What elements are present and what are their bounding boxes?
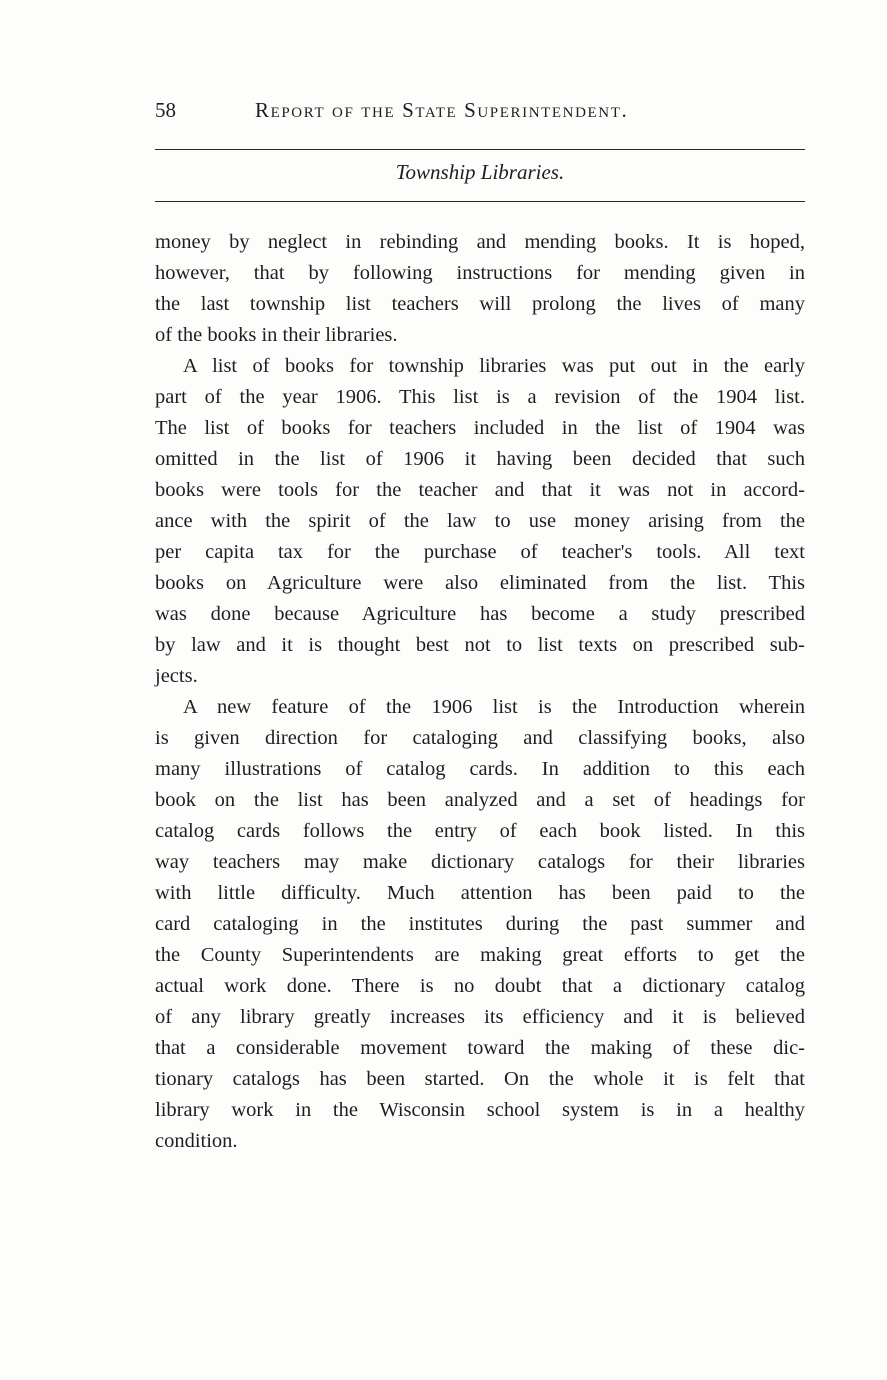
page-number: 58 [155, 98, 176, 122]
text-line: of the books in their libraries. [155, 324, 398, 346]
text-line: with little difficulty. Much attention has been paid to the [155, 882, 805, 904]
text-line: part of the year 1906. This list is a revision of the 1904 list. [155, 386, 805, 408]
text-line: library work in the Wisconsin school system is in a healthy [155, 1099, 805, 1121]
text-line: card cataloging in the institutes during the past summer and [155, 913, 805, 935]
text-line: A new feature of the 1906 list is the Introduction wherein [183, 696, 805, 718]
text-line: ance with the spirit of the law to use money arising from the [155, 510, 805, 532]
text-line: The list of books for teachers included in the list of 1904 was [155, 417, 805, 439]
text-line: of any library greatly increases its efficiency and it is believed [155, 1006, 805, 1028]
text-line: books on Agriculture were also eliminated from the list. This [155, 572, 805, 594]
text-line: catalog cards follows the entry of each book listed. In this [155, 820, 805, 842]
header-rule-top [155, 149, 805, 150]
text-line: the County Superintendents are making great efforts to get the [155, 944, 805, 966]
text-line: books were tools for the teacher and that it was not in accord- [155, 479, 805, 501]
text-line: many illustrations of catalog cards. In addition to this each [155, 758, 805, 780]
text-line: way teachers may make dictionary catalogs for their libraries [155, 851, 805, 873]
paragraph [155, 692, 805, 1157]
text-line: money by neglect in rebinding and mending books. It is hoped, [155, 231, 805, 253]
body-text [155, 227, 805, 1157]
text-line: was done because Agriculture has become a study prescribed [155, 603, 805, 625]
text-line: condition. [155, 1130, 238, 1152]
section-title: Township Libraries. [395, 160, 565, 184]
text-line: that a considerable movement toward the making of these dic- [155, 1037, 805, 1059]
running-header [155, 98, 805, 128]
header-rule-bottom [155, 201, 805, 202]
text-line: book on the list has been analyzed and a set of headings for [155, 789, 805, 811]
text-line: actual work done. There is no doubt that a dictionary catalog [155, 975, 805, 997]
text-line: however, that by following instructions for mending given in [155, 262, 805, 284]
text-line: A list of books for township libraries was put out in the early [183, 355, 805, 377]
text-line: tionary catalogs has been started. On the whole it is felt that [155, 1068, 805, 1090]
text-line: omitted in the list of 1906 it having been decided that such [155, 448, 805, 470]
text-line: jects. [155, 665, 198, 687]
text-line: is given direction for cataloging and classifying books, also [155, 727, 805, 749]
paragraph [155, 227, 805, 351]
running-title: Report of the State Superintendent. [255, 98, 629, 122]
paragraph [155, 351, 805, 692]
text-line: per capita tax for the purchase of teacher's tools. All text [155, 541, 805, 563]
text-line: the last township list teachers will prolong the lives of many [155, 293, 805, 315]
text-line: by law and it is thought best not to list texts on prescribed sub- [155, 634, 805, 656]
